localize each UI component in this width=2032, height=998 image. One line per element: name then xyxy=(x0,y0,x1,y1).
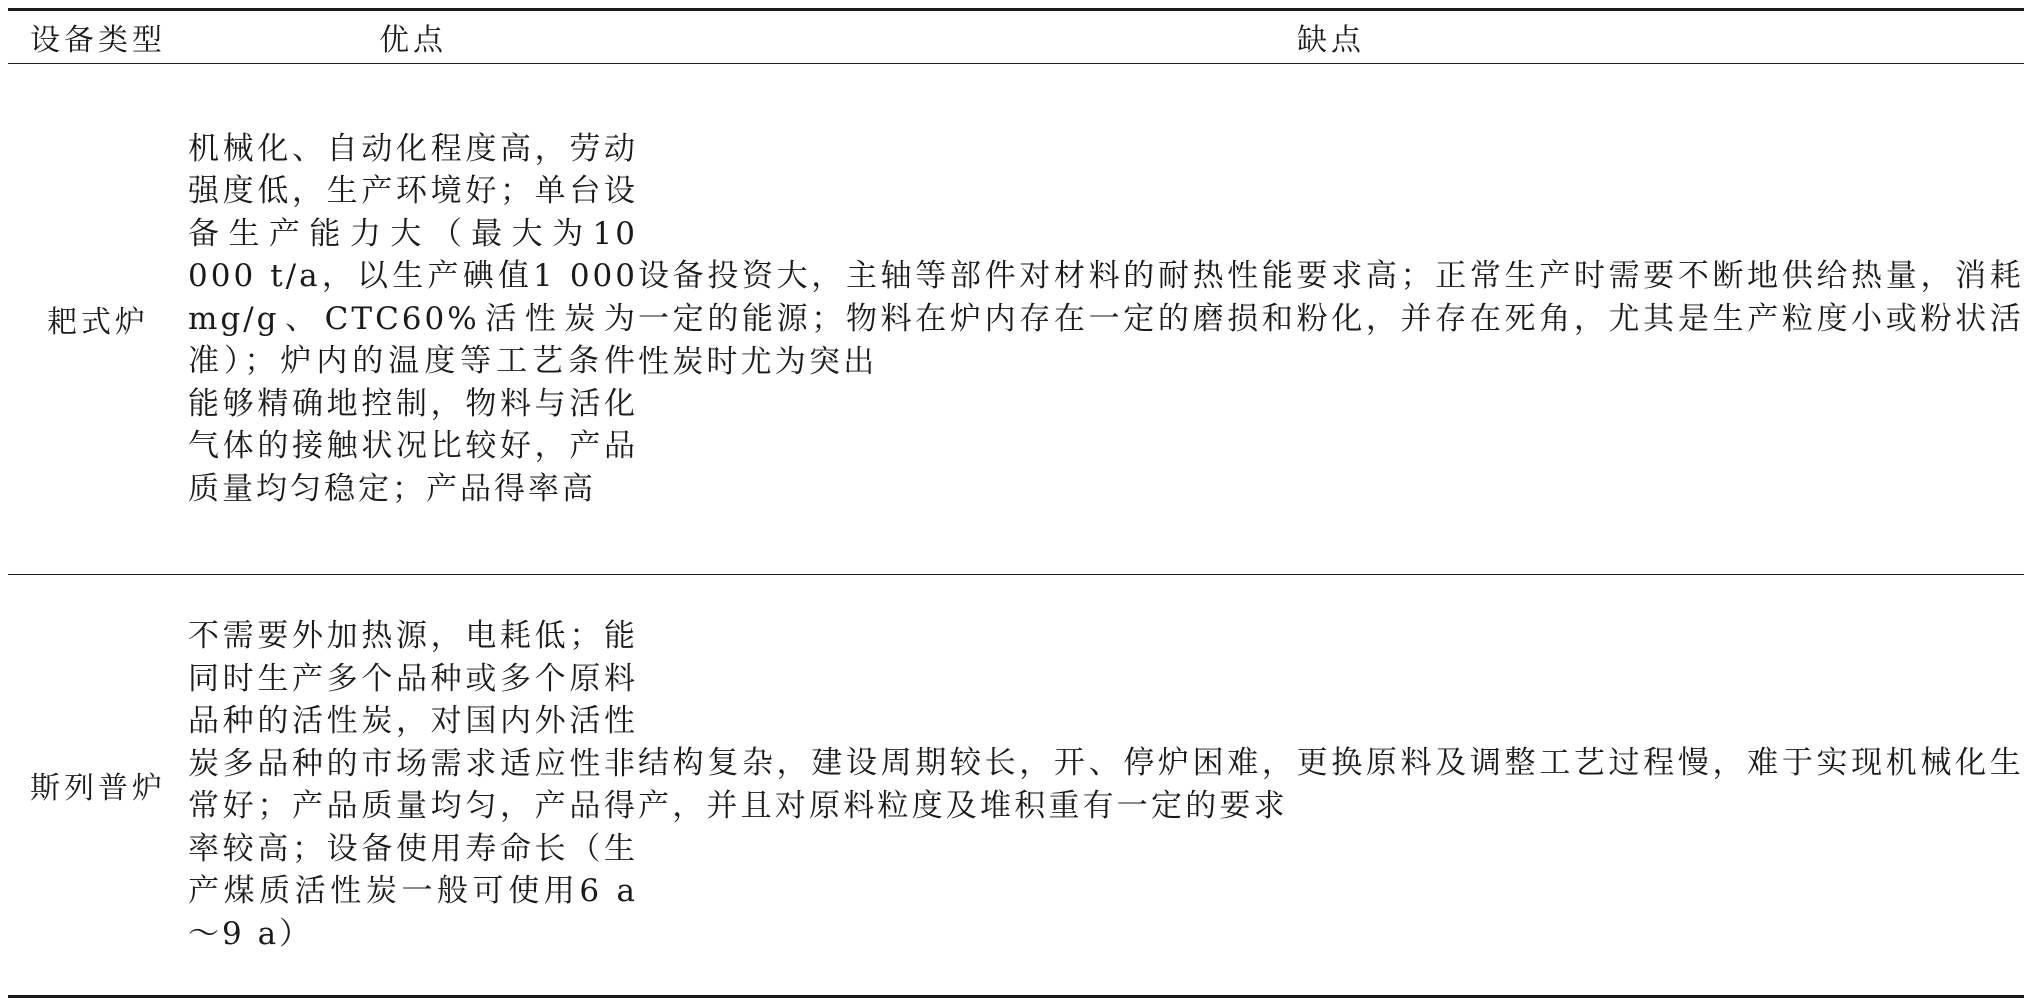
table-header xyxy=(8,10,2024,64)
header-device-type: 设备类型 xyxy=(30,23,166,58)
table-row xyxy=(8,575,2024,997)
disadvantages-cell: 设备投资大，主轴等部件对材料的耐热性能要求高；正常生产时需要不断地供给热量，消耗一定的能源；物料在炉内存在一定的磨损和粉化，并存在死角，尤其是生产粒度小或粉状活性炭时尤为突出 xyxy=(638,257,2024,380)
comparison-table xyxy=(8,8,2024,998)
table-body xyxy=(8,64,2024,997)
advantages-cell: 不需要外加热源，电耗低；能同时生产多个品种或多个原料品种的活性炭，对国内外活性炭多品种的市场需求适应性非常好；产品质量均匀，产品得率较高；设备使用寿命长（生产煤质活性炭一般可使用6 a～9 a） xyxy=(188,618,638,952)
header-disadvantages: 缺点 xyxy=(1297,23,1365,58)
header-row xyxy=(8,10,2024,64)
disadvantages-cell: 结构复杂，建设周期较长，开、停炉困难，更换原料及调整工艺过程慢，难于实现机械化生产，并且对原料粒度及堆积重有一定的要求 xyxy=(638,745,2024,824)
table-row xyxy=(8,64,2024,575)
advantages-cell: 机械化、自动化程度高，劳动强度低，生产环境好；单台设备生产能力大（最大为10 000 t/a，以生产碘值1 000 mg/g、CTC60%活性炭为准）；炉内的温度等工艺条件能够精确地控制，物料与活化气体的接触状况比较好，产品质量均匀稳定；产品得率高 xyxy=(188,130,638,507)
device-type-cell: 耙式炉 xyxy=(47,305,149,340)
device-type-cell: 斯列普炉 xyxy=(30,771,166,806)
header-advantages: 优点 xyxy=(379,23,447,58)
